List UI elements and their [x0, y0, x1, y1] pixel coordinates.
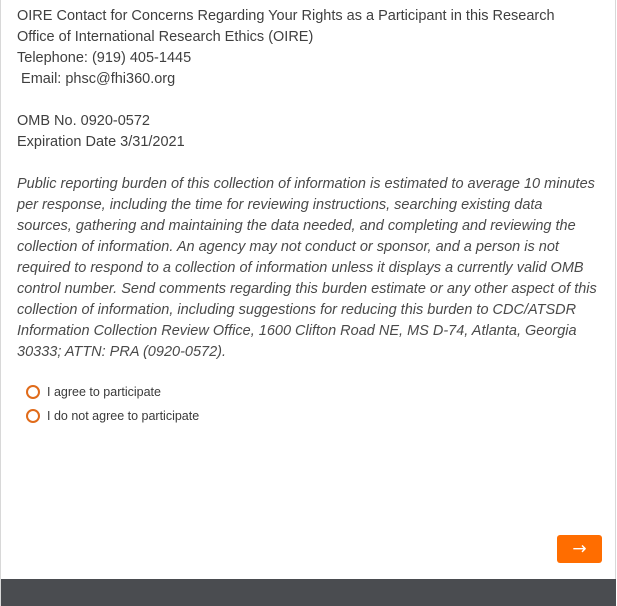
next-button[interactable] [557, 535, 602, 563]
footer-bar [1, 579, 616, 606]
contact-telephone: Telephone: (919) 405-1445 [17, 50, 192, 66]
option-agree[interactable] [26, 380, 603, 404]
omb-expiration: Expiration Date 3/31/2021 [17, 134, 185, 150]
consent-options [26, 380, 603, 428]
omb-number: OMB No. 0920-0572 [17, 113, 150, 129]
burden-statement: Public reporting burden of this collection of information is estimated to average 10 minutes per response, including the time for reviewing instructions, searching existing data sources, gathering and maintaining the data needed, and completing and reviewing the collection of information. An agency may not conduct or sponsor, and a person is not required to respond to a collection of information unless it displays a currently valid OMB control number. Send comments regarding this burden estimate or any other aspect of this collection of information, including suggestions for reducing this burden to CDC/ATSDR Information Collection Review Office, 1600 Clifton Road NE, MS D-74, Atlanta, Georgia 30333; ATTN: PRA (0920-0572). [17, 176, 597, 360]
option-disagree[interactable] [26, 404, 603, 428]
option-agree-label[interactable]: I agree to participate [47, 385, 161, 399]
spacer [17, 90, 603, 111]
contact-office: Office of International Research Ethics (OIRE) [17, 29, 314, 45]
survey-content [17, 6, 603, 428]
arrow-right-icon: → [572, 539, 587, 559]
contact-heading: OIRE Contact for Concerns Regarding Your Rights as a Participant in this Research [17, 8, 555, 24]
contact-info [17, 6, 603, 153]
option-disagree-label[interactable]: I do not agree to participate [47, 409, 200, 423]
radio-disagree[interactable] [26, 409, 40, 423]
radio-agree[interactable] [26, 385, 40, 399]
contact-email: Email: phsc@fhi360.org [17, 71, 176, 87]
